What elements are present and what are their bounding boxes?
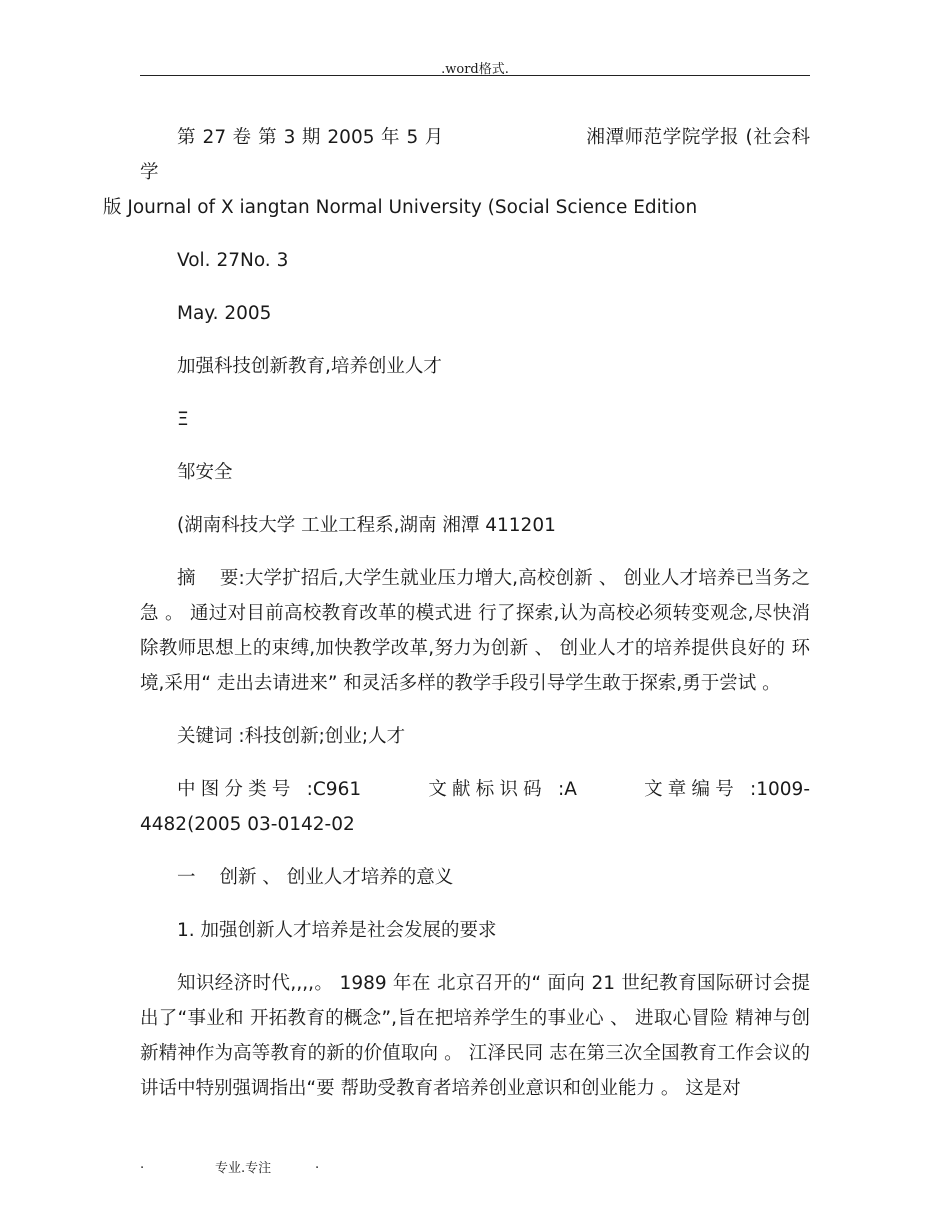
section-heading: [140, 860, 810, 895]
journal-info: [103, 120, 810, 225]
article-number: 文章编号 :1009-4482(2005 03-0142-02: [140, 779, 810, 835]
footer-right: .: [315, 1157, 320, 1172]
section-number: 一: [177, 867, 196, 888]
clc-number: 中图分类号 :C961: [177, 779, 362, 800]
journal-date: May. 2005: [177, 303, 272, 324]
footer-left: .: [140, 1157, 145, 1172]
section-title: 创新 、 创业人才培养的意义: [219, 867, 454, 888]
subsection-heading: 1. 加强创新人才培养是社会发展的要求: [177, 920, 497, 941]
footer-center: 专业.专注: [215, 1161, 272, 1176]
author-name: 邹安全: [177, 462, 233, 483]
journal-name-cn: 湘潭师范学院学报 (社会科学: [140, 127, 810, 183]
author-affiliation: (湖南科技大学 工业工程系,湖南 湘潭 411201: [177, 515, 556, 536]
body-paragraph: 知识经济时代,,,,。 1989 年在 北京召开的“ 面向 21 世纪教育国际研讨会提出了“事业和 开拓教育的概念”,旨在把培养学生的事业心 、 进取心冒险 精神与创新精神作为高等教育的新的价值取向 。 江泽民同 志在第三次全国教育工作会议的讲话中特别强调指出“要 帮助受教育者培养创业意识和创业能力 。 这是对: [140, 973, 810, 1099]
article-title: 加强科技创新教育,培养创业人才: [177, 356, 442, 377]
keywords: 关键词 :科技创新;创业;人才: [177, 726, 406, 747]
journal-issue: 第 27 卷 第 3 期 2005 年 5 月: [177, 127, 444, 148]
abstract-label-2: 要: [219, 568, 239, 589]
page-header: .word格式.: [441, 62, 509, 77]
abstract-text: :大学扩招后,大学生就业压力增大,高校创新 、 创业人才培养已当务之急 。 通过对目前高校教育改革的模式进 行了探索,认为高校必须转变观念,尽快消除教师思想上的束缚,加快教学改革,努力为创新 、 创业人才的培养提供良好的 环境,采用“ 走出去请进来” 和灵活多样的教学手段引导学生敢于探索,勇于尝试 。: [140, 568, 810, 694]
document-code: 文献标识码 :A: [423, 779, 577, 800]
header-rule: [140, 75, 810, 76]
journal-name-en: 版 Journal of X iangtan Normal University (Social Science Edition: [103, 197, 698, 218]
abstract: [140, 561, 810, 701]
footnote-mark: Ξ: [177, 409, 189, 430]
document-body: [103, 120, 810, 1124]
classification: [140, 772, 810, 842]
journal-volume: Vol. 27No. 3: [177, 250, 289, 271]
abstract-label: 摘: [177, 568, 196, 589]
